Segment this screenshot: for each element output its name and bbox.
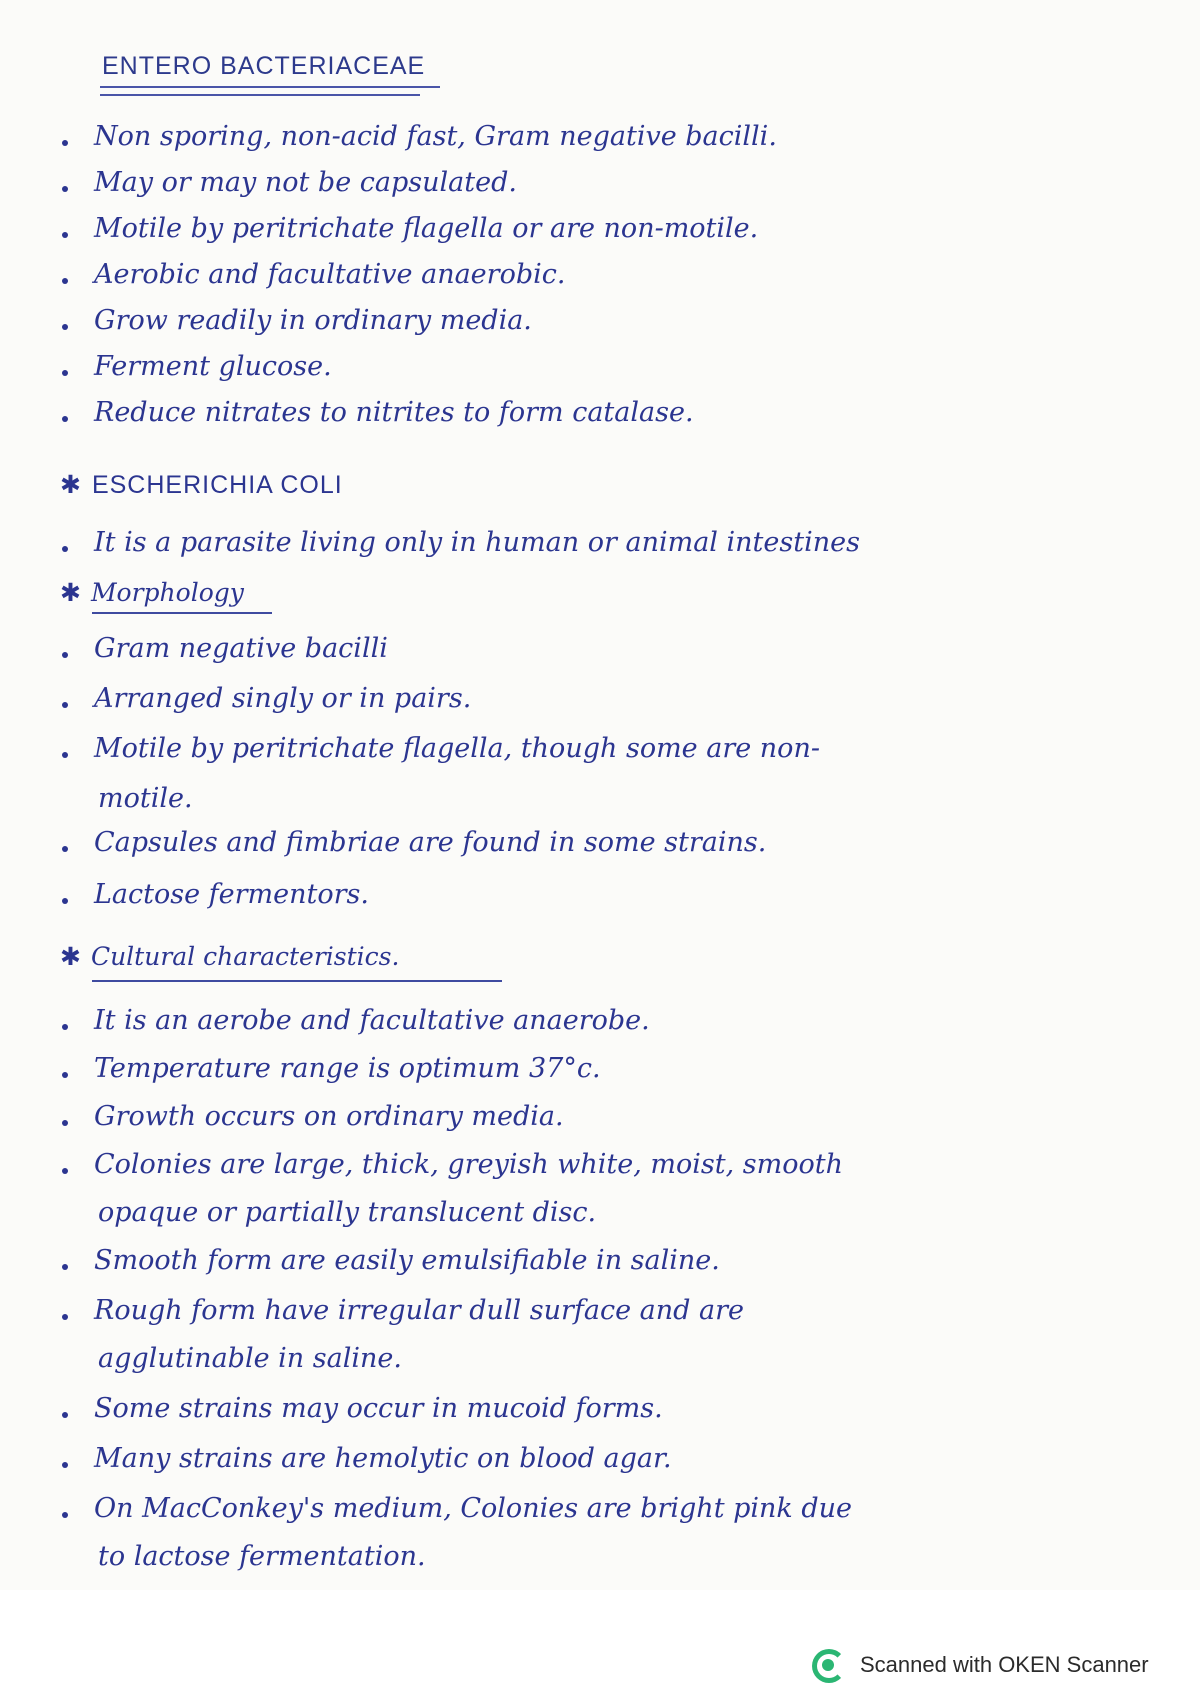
oken-scanner-logo-icon: [810, 1647, 846, 1683]
list-item-continued: opaque or partially translucent disc.: [98, 1197, 597, 1228]
list-item-continued: agglutinable in saline.: [98, 1343, 402, 1374]
list-item: Gram negative bacilli: [94, 633, 388, 664]
title-underline: [100, 86, 440, 88]
list-item: Aerobic and facultative anaerobic.: [94, 259, 566, 290]
watermark-text: Scanned with OKEN Scanner: [860, 1652, 1149, 1677]
list-item: Smooth form are easily emulsifiable in saline.: [94, 1245, 720, 1276]
heading-underline: [92, 612, 272, 614]
bullet: [62, 898, 68, 904]
bullet: [62, 1024, 68, 1030]
list-item-continued: motile.: [98, 783, 193, 814]
section-heading-morphology: ✱ Morphology: [60, 578, 244, 607]
list-item: Growth occurs on ordinary media.: [94, 1101, 564, 1132]
bullet: [62, 140, 68, 146]
bullet: [62, 370, 68, 376]
bullet: [62, 324, 68, 330]
bullet: [62, 1412, 68, 1418]
list-item-continued: to lactose fermentation.: [98, 1541, 426, 1572]
section-heading-cultural: ✱ Cultural characteristics.: [60, 942, 400, 971]
bullet: [62, 1314, 68, 1320]
bullet: [62, 1264, 68, 1270]
bullet: [62, 278, 68, 284]
asterisk-icon: ✱: [60, 470, 82, 499]
title-underline-2: [100, 94, 420, 96]
bullet: [62, 1512, 68, 1518]
list-item: Temperature range is optimum 37°c.: [94, 1053, 601, 1084]
list-item: Rough form have irregular dull surface and are: [94, 1295, 744, 1326]
list-item: Motile by peritrichate flagella or are non-motile.: [94, 213, 759, 244]
list-item: On MacConkey's medium, Colonies are bright pink due: [94, 1493, 853, 1524]
list-item: Arranged singly or in pairs.: [94, 683, 472, 714]
scanner-watermark: [810, 1647, 1149, 1683]
list-item: It is a parasite living only in human or animal intestines: [94, 527, 860, 558]
heading-underline: [92, 980, 502, 982]
bullet: [62, 416, 68, 422]
bullet: [62, 752, 68, 758]
bullet: [62, 1168, 68, 1174]
list-item: Some strains may occur in mucoid forms.: [94, 1393, 663, 1424]
bullet: [62, 186, 68, 192]
list-item: May or may not be capsulated.: [94, 167, 517, 198]
list-item: Capsules and fimbriae are found in some strains.: [94, 827, 767, 858]
list-item: Lactose fermentors.: [94, 879, 369, 910]
bullet: [62, 1120, 68, 1126]
list-item: Colonies are large, thick, greyish white, moist, smooth: [94, 1149, 843, 1180]
bullet: [62, 652, 68, 658]
bullet: [62, 702, 68, 708]
bullet: [62, 846, 68, 852]
asterisk-icon: ✱: [60, 578, 81, 607]
list-item: It is an aerobe and facultative anaerobe.: [94, 1005, 650, 1036]
list-item: Ferment glucose.: [94, 351, 332, 382]
list-item: Motile by peritrichate flagella, though some are non-: [94, 733, 820, 764]
bullet: [62, 1462, 68, 1468]
list-item: Non sporing, non-acid fast, Gram negative bacilli.: [94, 121, 777, 152]
list-item: Many strains are hemolytic on blood agar.: [94, 1443, 672, 1474]
list-item: Grow readily in ordinary media.: [94, 305, 532, 336]
section-heading-ecoli: ✱ ESCHERICHIA COLI: [60, 470, 343, 499]
bullet: [62, 232, 68, 238]
bullet: [62, 1072, 68, 1078]
page-title: ENTERO BACTERIACEAE: [102, 52, 426, 80]
bullet: [62, 546, 68, 552]
list-item: Reduce nitrates to nitrites to form catalase.: [94, 397, 694, 428]
asterisk-icon: ✱: [60, 942, 81, 971]
